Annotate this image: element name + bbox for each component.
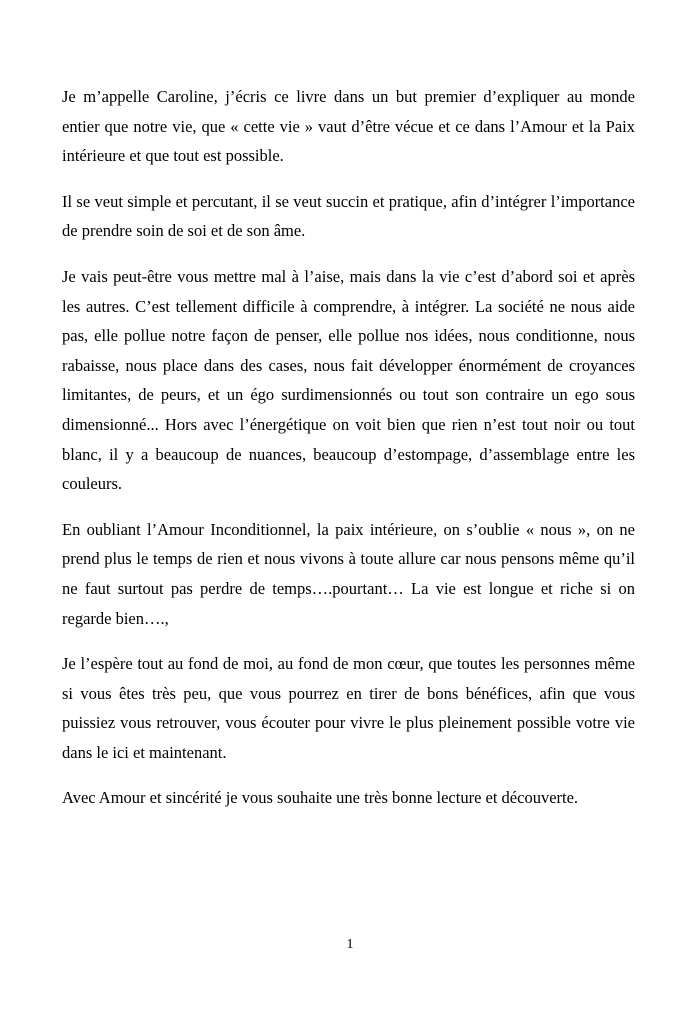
paragraph: Il se veut simple et percutant, il se veut succin et pratique, afin d’intégrer l’importance de prendre soin de soi et de son âme. — [62, 191, 635, 241]
paragraph: Je l’espère tout au fond de moi, au fond de mon cœur, que toutes les personnes même si vous êtes très peu, que vous pourrez en tirer de bons bénéfices, afin que vous puissiez vous retrouver, vous écouter pour vivre le plus pleinement possible votre vie dans le ici et maintenant. — [62, 654, 635, 762]
body-text — [62, 82, 635, 829]
paragraph: Je vais peut-être vous mettre mal à l’aise, mais dans la vie c’est d’abord soi et après les autres. C’est tellement difficile à comprendre, à intégrer. La société ne nous aide pas, elle pollue notre façon de penser, elle pollue nos idées, nous conditionne, nous rabaisse, nous place dans des cases, nous fait développer énormément de croyances limitantes, de peurs, et un égo surdimensionnés ou tout son contraire un ego sous dimensionné... Hors avec l’énergétique on voit bien que rien n’est tout noir ou tout blanc, il y a beaucoup de nuances, beaucoup d’estompage, d’assemblage entre les couleurs. — [62, 266, 635, 494]
paragraph: Je m’appelle Caroline, j’écris ce livre dans un but premier d’expliquer au monde entier que notre vie, que « cette vie » vaut d’être vécue et ce dans l’Amour et la Paix intérieure et que tout est possible. — [62, 87, 635, 166]
paragraph: Avec Amour et sincérité je vous souhaite une très bonne lecture et découverte. — [62, 788, 579, 808]
page-number: 1 — [346, 937, 354, 952]
paragraph: En oubliant l’Amour Inconditionnel, la paix intérieure, on s’oublie « nous », on ne prend plus le temps de rien et nous vivons à toute allure car nous pensons même qu’il ne faut surtout pas perdre de temps….pourtant… La vie est longue et riche si on regarde bien…., — [62, 519, 635, 628]
